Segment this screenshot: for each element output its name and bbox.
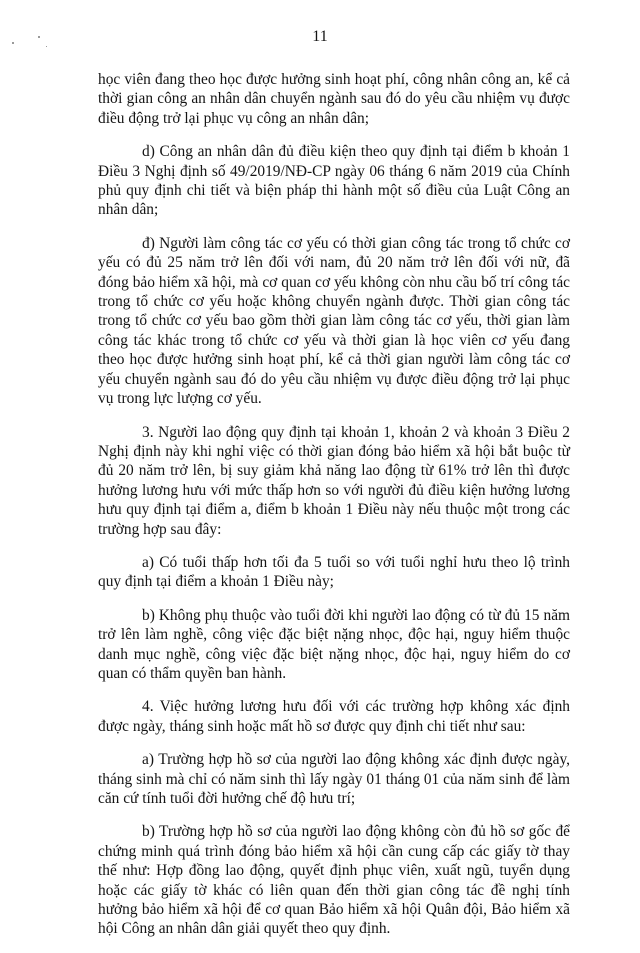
- document-body: [98, 70, 570, 953]
- paragraph-point-dd: đ) Người làm công tác cơ yếu có thời gian công tác trong tổ chức cơ yếu có đủ 25 năm trở lên đối với nam, đủ 20 năm trở lên đối với nữ, đã đóng bảo hiểm xã hội, mà cơ quan cơ yếu không còn nhu cầu bố trí công tác trong tổ chức cơ yếu hoặc không chuyển ngành được. Thời gian công tác trong tổ chức cơ yếu bao gồm thời gian làm công tác cơ yếu, thời gian làm công tác khác trong tổ chức cơ yếu và thời gian là học viên cơ yếu đang theo học được hưởng sinh hoạt phí, kể cả thời gian người làm công tác cơ yếu chuyển ngành sau đó do yêu cầu nhiệm vụ được điều động trở lại phục vụ trong lực lượng cơ yếu.: [98, 234, 570, 408]
- paragraph-point-d: d) Công an nhân dân đủ điều kiện theo quy định tại điểm b khoản 1 Điều 3 Nghị định số 49/2019/NĐ-CP ngày 06 tháng 6 năm 2019 của Chính phủ quy định chi tiết và biện pháp thi hành một số điều của Luật Công an nhân dân;: [98, 143, 570, 219]
- page-number: 11: [312, 28, 328, 45]
- paragraph-clause-3-point-b: b) Không phụ thuộc vào tuổi đời khi người lao động có từ đủ 15 năm trở lên làm nghề, công việc đặc biệt nặng nhọc, độc hại, nguy hiểm thuộc danh mục nghề, công việc đặc biệt nặng nhọc, độc hại, nguy hiểm do cơ quan có thẩm quyền ban hành.: [98, 606, 570, 682]
- paragraph-clause-4-point-b: b) Trường hợp hồ sơ của người lao động không còn đủ hồ sơ gốc để chứng minh quá trình đóng bảo hiểm xã hội cần cung cấp các giấy tờ thay thế như: Hợp đồng lao động, quyết định phục viên, xuất ngũ, tuyển dụng hoặc các giấy tờ khác có liên quan đến thời gian công tác đề nghị tính hưởng bảo hiểm xã hội để cơ quan Bảo hiểm xã hội Quân đội, Bảo hiểm xã hội Công an nhân dân giải quyết theo quy định.: [98, 823, 570, 938]
- paragraph-clause-3-point-a: a) Có tuổi thấp hơn tối đa 5 tuổi so với tuổi nghỉ hưu theo lộ trình quy định tại điểm a khoản 1 Điều này;: [98, 553, 570, 591]
- paragraph-clause-4-point-a: a) Trường hợp hồ sơ của người lao động không xác định được ngày, tháng sinh mà chỉ có năm sinh thì lấy ngày 01 tháng 01 của năm sinh để làm căn cứ tính tuổi đời hưởng chế độ hưu trí;: [98, 751, 570, 807]
- paragraph-continuation: học viên đang theo học được hưởng sinh hoạt phí, công nhân công an, kể cả thời gian công an nhân dân chuyển ngành sau đó do yêu cầu nhiệm vụ được điều động trở lại phục vụ công an nhân dân;: [98, 71, 570, 127]
- paragraph-clause-3: 3. Người lao động quy định tại khoản 1, khoản 2 và khoản 3 Điều 2 Nghị định này khi nghỉ việc có thời gian đóng bảo hiểm xã hội bắt buộc từ đủ 20 năm trở lên, bị suy giảm khả năng lao động từ 61% trở lên thì được hưởng lương hưu với mức thấp hơn so với người đủ điều kiện hưởng lương hưu quy định tại điểm a, điểm b khoản 1 Điều này nếu thuộc một trong các trường hợp sau đây:: [98, 423, 570, 538]
- scan-speck: [46, 46, 47, 47]
- paragraph-clause-4: 4. Việc hưởng lương hưu đối với các trường hợp không xác định được ngày, tháng sinh hoặc mất hồ sơ được quy định chi tiết như sau:: [98, 698, 570, 735]
